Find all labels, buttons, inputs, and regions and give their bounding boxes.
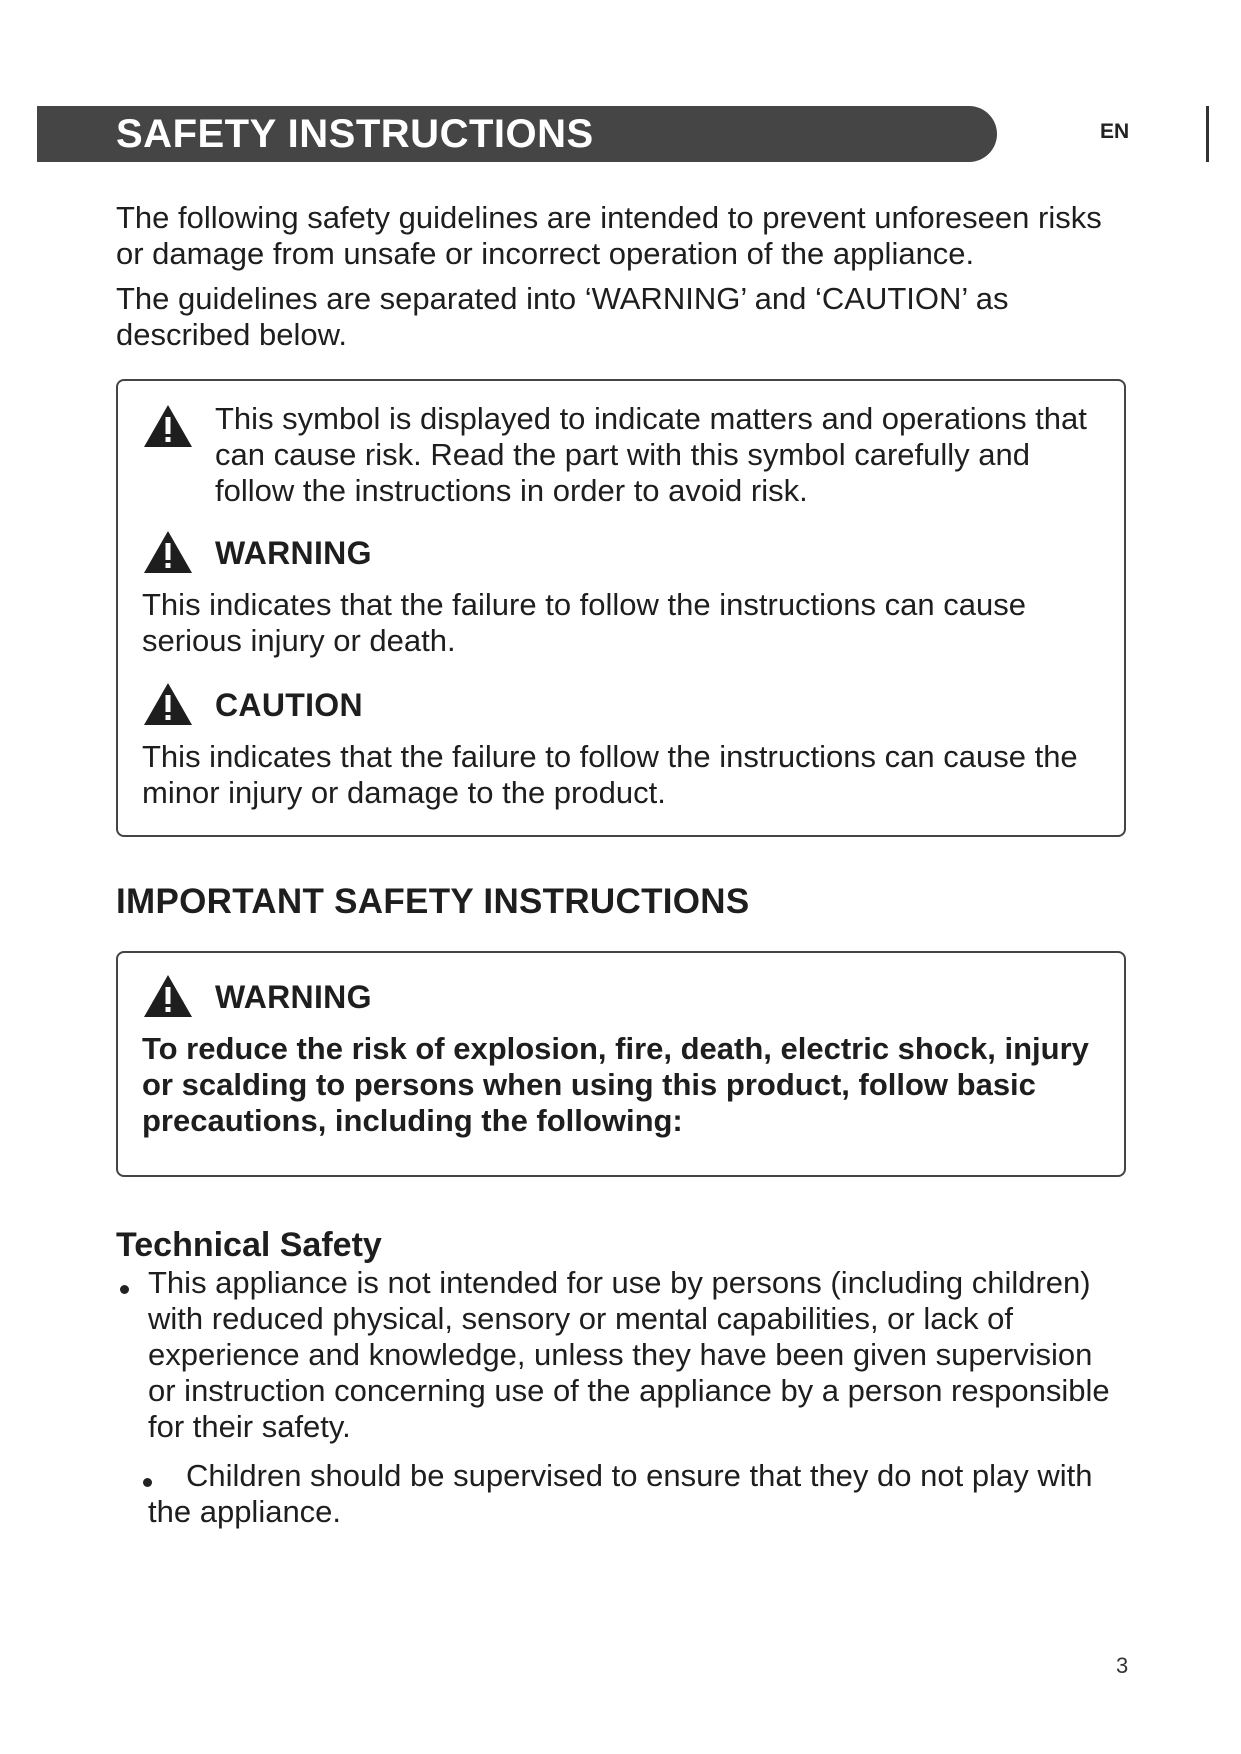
page-title: SAFETY INSTRUCTIONS — [116, 112, 594, 156]
warning-description: This indicates that the failure to follow the instructions can cause serious injury or death. — [142, 587, 1026, 658]
page-edge-mark — [1206, 106, 1209, 162]
warning-triangle-icon — [142, 529, 194, 575]
page-number: 3 — [1116, 1653, 1129, 1678]
important-warning-box — [116, 951, 1126, 1177]
list-item: Children should be supervised to ensure that they do not play with the appliance. — [148, 1458, 1093, 1529]
warning-triangle-icon — [142, 403, 194, 449]
warning-triangle-icon — [142, 973, 194, 1019]
intro-section — [116, 200, 1136, 362]
intro-paragraph-1: The following safety guidelines are intended to prevent unforeseen risks or damage from unsafe or incorrect operation of the appliance. — [116, 200, 1102, 271]
caution-description: This indicates that the failure to follow the instructions can cause the minor injury or damage to the product. — [142, 739, 1078, 810]
warning-label: WARNING — [215, 535, 372, 571]
technical-safety-heading: Technical Safety — [116, 1226, 382, 1264]
important-heading: IMPORTANT SAFETY INSTRUCTIONS — [116, 882, 750, 921]
language-code: EN — [1100, 120, 1130, 143]
symbol-description: This symbol is displayed to indicate matters and operations that can cause risk. Read the part with this symbol carefully and follow the instructions in order to avoid risk. — [215, 401, 1087, 508]
intro-paragraph-2: The guidelines are separated into ‘WARNING’ and ‘CAUTION’ as described below. — [116, 281, 1009, 352]
important-warning-text: To reduce the risk of explosion, fire, death, electric shock, injury or scalding to persons when using this product, follow basic precautions, including the following: — [142, 1031, 1089, 1138]
caution-triangle-icon — [142, 681, 194, 727]
symbol-explanation-box — [116, 379, 1126, 837]
caution-label: CAUTION — [215, 687, 363, 723]
bullet-icon — [120, 1285, 129, 1294]
important-warning-label: WARNING — [215, 979, 372, 1015]
list-item: This appliance is not intended for use by persons (including children) with reduced physical, sensory or mental capabilities, or lack of experience and knowledge, unless they have been given supervision or instruction concerning use of the appliance by a person responsible for their safety. — [148, 1265, 1110, 1444]
